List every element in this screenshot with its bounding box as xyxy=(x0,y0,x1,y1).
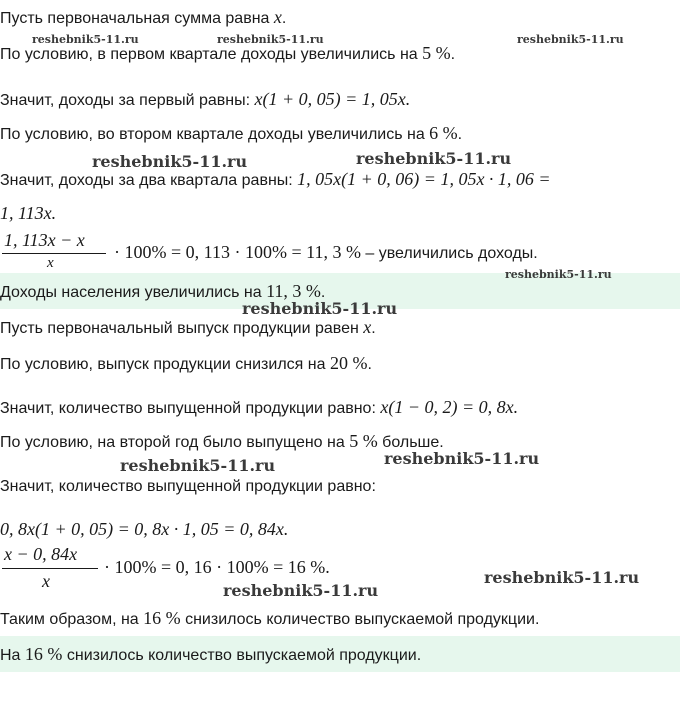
p2-line-2: По условию, выпуск продукции снизился на 20 %. xyxy=(0,353,372,373)
p2-fraction-numerator: x − 0, 84x xyxy=(4,544,78,564)
p1-fraction-line: 1, 113x − x x · 100% = 0, 113 · 100% = 11, 3 % – увеличились доходы. xyxy=(4,230,538,271)
p2-line-1: Пусть первоначальный выпуск продукции равен x. xyxy=(0,317,376,337)
p2-line-5: Значит, количество выпущенной продукции равно: xyxy=(0,478,376,495)
watermark: reshebnik5-11.ru xyxy=(92,152,248,171)
p2-answer: На 16 % снизилось количество выпускаемой продукции. xyxy=(0,644,422,664)
p2-conclusion: Таким образом, на 16 % снизилось количество выпускаемой продукции. xyxy=(0,608,540,628)
watermark: reshebnik5-11.ru xyxy=(356,149,512,168)
watermark: reshebnik5-11.ru xyxy=(242,299,398,318)
watermark: reshebnik5-11.ru xyxy=(517,33,624,46)
p1-line-1: Пусть первоначальная сумма равна x. xyxy=(0,7,287,27)
p2-line-4: По условию, на второй год было выпущено на 5 % больше. xyxy=(0,431,444,451)
p1-fraction-bar xyxy=(2,253,106,254)
watermark: reshebnik5-11.ru xyxy=(217,33,324,46)
p2-fraction-denominator: x xyxy=(42,571,50,591)
watermark: reshebnik5-11.ru xyxy=(505,268,612,281)
watermark: reshebnik5-11.ru xyxy=(384,449,540,468)
p1-fraction-denominator: x xyxy=(47,255,54,271)
p1-line-5: Значит, доходы за два квартала равны: 1, 05x(1 + 0, 06) = 1, 05x · 1, 06 = xyxy=(0,169,551,189)
p2-line-6: 0, 8x(1 + 0, 05) = 0, 8x · 1, 05 = 0, 84x. xyxy=(0,519,289,539)
watermark: reshebnik5-11.ru xyxy=(120,456,276,475)
watermark: reshebnik5-11.ru xyxy=(32,33,139,46)
p1-fraction-numerator: 1, 113x − x xyxy=(4,230,85,250)
p1-line-6: 1, 113x. xyxy=(0,203,57,223)
p2-fraction-line: x − 0, 84x x · 100% = 0, 16 · 100% = 16 %. xyxy=(4,544,330,591)
p2-line-3: Значит, количество выпущенной продукции равно: x(1 − 0, 2) = 0, 8x. xyxy=(0,397,519,417)
p2-answer-box xyxy=(0,636,680,672)
p1-answer: Доходы населения увеличились на 11, 3 %. xyxy=(0,281,326,301)
watermark: reshebnik5-11.ru xyxy=(484,568,640,587)
watermark: reshebnik5-11.ru xyxy=(223,581,379,600)
p2-fraction-bar xyxy=(2,568,98,569)
p1-line-4: По условию, во втором квартале доходы увеличились на 6 %. xyxy=(0,123,463,143)
p1-line-3: Значит, доходы за первый равны: x(1 + 0, 05) = 1, 05x. xyxy=(0,89,411,109)
p1-line-2: По условию, в первом квартале доходы увеличились на 5 %. xyxy=(0,43,456,63)
